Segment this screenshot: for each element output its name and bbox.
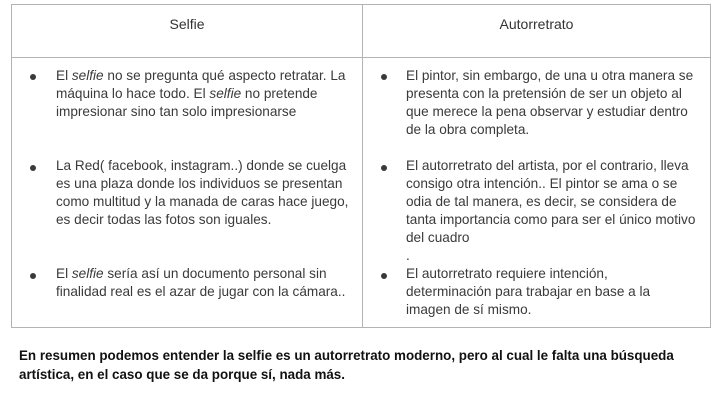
italic-text: selfie [209,86,242,101]
summary-text: En resumen podemos entender la selfie es un autorretrato moderno, pero al cual le falta una búsqueda artística, en el caso que se da porque sí, nada más. [19,348,674,382]
autorretrato-item-1 [406,67,706,139]
bullet-icon [30,74,36,80]
selfie-item-2 [56,157,356,229]
text-fragment: no se pregunta qué aspecto retratar. La máquina lo hace todo. El [56,68,346,101]
text-fragment: La Red( facebook, instagram..) donde se cuelga es una plaza donde los individuos se presentan como multitud y la manada de caras hace juego, es decir todas las fotos son iguales. [56,158,349,227]
autorretrato-item-3 [406,265,696,319]
text-fragment: sería así un documento personal sin finalidad real es el azar de jugar con la cámara.. [56,266,346,299]
text-fragment: El [56,266,72,281]
selfie-item-3 [56,265,360,301]
text-fragment: El autorretrato del artista, por el contrario, lleva consigo otra intención.. El pintor se ama o se odia de tal manera, es decir, se considera de tanta importancia como para ser el único motivo del cuadro [406,158,696,245]
text-fragment: no pretende impresionar sino tan solo impresionarse [56,86,318,119]
column-divider [362,5,363,327]
bullet-icon [381,74,387,80]
header-autorretrato: Autorretrato [499,16,574,32]
comparison-table [11,4,711,328]
autorretrato-item-2 [406,157,702,265]
bullet-icon [381,165,387,171]
table-header-row [12,5,710,58]
bullet-icon [381,273,387,279]
header-selfie: Selfie [169,16,205,32]
text-fragment: El pintor, sin embargo, de una u otra manera se presenta con la pretensión de ser un objeto al que merece la pena observar y estudiar dentro de la obra completa. [406,68,694,137]
italic-text: selfie [71,266,104,281]
text-fragment: El [56,68,72,83]
selfie-item-1 [56,67,358,121]
text-fragment: El autorretrato requiere intención, determinación para trabajar en base a la imagen de sí mismo. [406,266,651,317]
bullet-icon [30,165,36,171]
bullet-icon [30,273,36,279]
trailing-period: . [406,248,410,263]
italic-text: selfie [71,68,104,83]
